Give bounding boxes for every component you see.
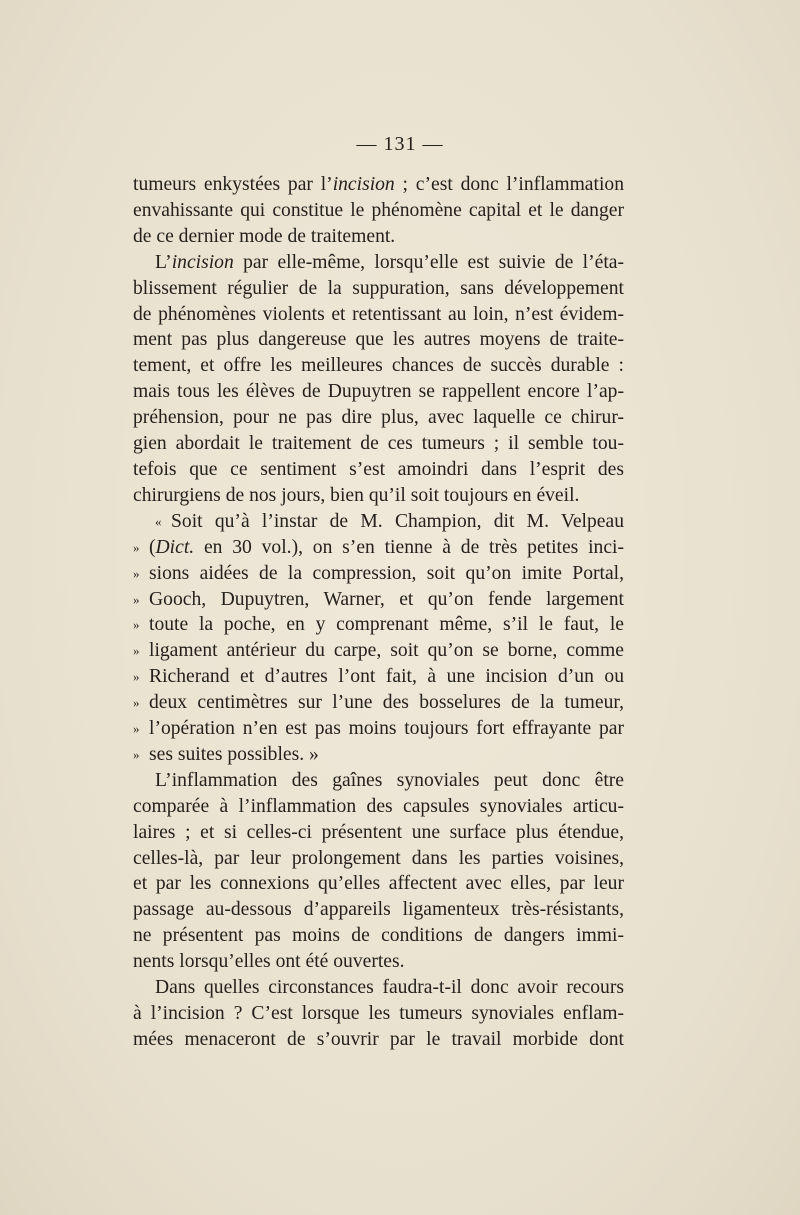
text-line: celles-là, par leur prolongement dans les parties voisines, [133,847,624,869]
quote-mark: « [155,513,162,529]
quote-mark: » [133,591,140,607]
text-line: blissement régulier de la suppuration, sans développement [133,277,624,299]
text-line: ment pas plus dangereuse que les autres moyens de traite- [133,329,624,351]
quote-line: » toute la poche, en y comprenant même, s’il le faut, le [133,612,624,638]
quote-line: » deux centimètres sur l’une des bosselures de la tumeur, [133,690,624,716]
quote-line: » Gooch, Dupuytren, Warner, et qu’on fende largement [133,587,624,613]
text-line: chirurgiens de nos jours, bien qu’il soit toujours en éveil. [133,484,580,506]
quote-line: » l’opération n’en est pas moins toujours fort effrayante par [133,716,624,742]
quote-mark: » [133,669,140,685]
text-line: passage au-dessous d’appareils ligamenteux très-résistants, [133,899,624,921]
quote-mark: » [133,721,140,737]
text-line: L’incision par elle-même, lorsqu’elle est suivie de l’éta- [155,251,624,273]
text-line: tement, et offre les meilleures chances de succès durable : [133,355,624,377]
quote-line: » ligament antérieur du carpe, soit qu’on se borne, comme [133,638,624,664]
text-line: mais tous les élèves de Dupuytren se rappellent encore l’ap- [133,381,624,403]
text-line: tumeurs enkystées par l’incision ; c’est donc l’inflammation [133,174,624,195]
quote-line: » ses suites possibles. » [133,742,624,768]
text-line: gien abordait le traitement de ces tumeurs ; il semble tou- [133,433,624,455]
text-line: ne présentent pas moins de conditions de dangers immi- [133,925,624,947]
quote-mark: » [133,539,140,555]
text-line: envahissante qui constitue le phénomène capital et le danger [133,199,624,221]
text-line: tefois que ce sentiment s’est amoindri dans l’esprit des [133,458,624,480]
quote-line: « Soit qu’à l’instar de M. Champion, dit M. Velpeau [133,509,624,535]
text-line: mées menaceront de s’ouvrir par le travail morbide dont [133,1028,624,1050]
text-line: préhension, pour ne pas dire plus, avec laquelle ce chirur- [133,407,624,429]
quote-line: » (Dict. en 30 vol.), on s’en tienne à de très petites inci- [133,535,624,561]
quote-line: » Richerand et d’autres l’ont fait, à une incision d’un ou [133,664,624,690]
text-line: nents lorsqu’elles ont été ouvertes. [133,951,405,973]
quote-mark: » [133,643,140,659]
body-text [133,172,624,1053]
page-number: — 131 — [356,133,444,155]
quote-mark: » [133,746,140,762]
quote-mark: » [133,565,140,581]
text-line: et par les connexions qu’elles affectent avec elles, par leur [133,873,624,895]
text-line: Dans quelles circonstances faudra-t-il donc avoir recours [155,977,624,999]
quote-line: » sions aidées de la compression, soit qu’on imite Portal, [133,561,624,587]
quote-mark: » [133,617,140,633]
quote-mark: » [133,695,140,711]
text-line: laires ; et si celles-ci présentent une surface plus étendue, [133,821,624,843]
text-line: de ce dernier mode de traitement. [133,225,396,247]
text-line: de phénomènes violents et retentissant au loin, n’est évidem- [133,303,624,325]
text-line: à l’incision ? C’est lorsque les tumeurs synoviales enflam- [133,1003,624,1024]
text-line: L’inflammation des gaînes synoviales peut donc être [155,769,624,791]
text-line: comparée à l’inflammation des capsules synoviales articu- [133,795,624,817]
